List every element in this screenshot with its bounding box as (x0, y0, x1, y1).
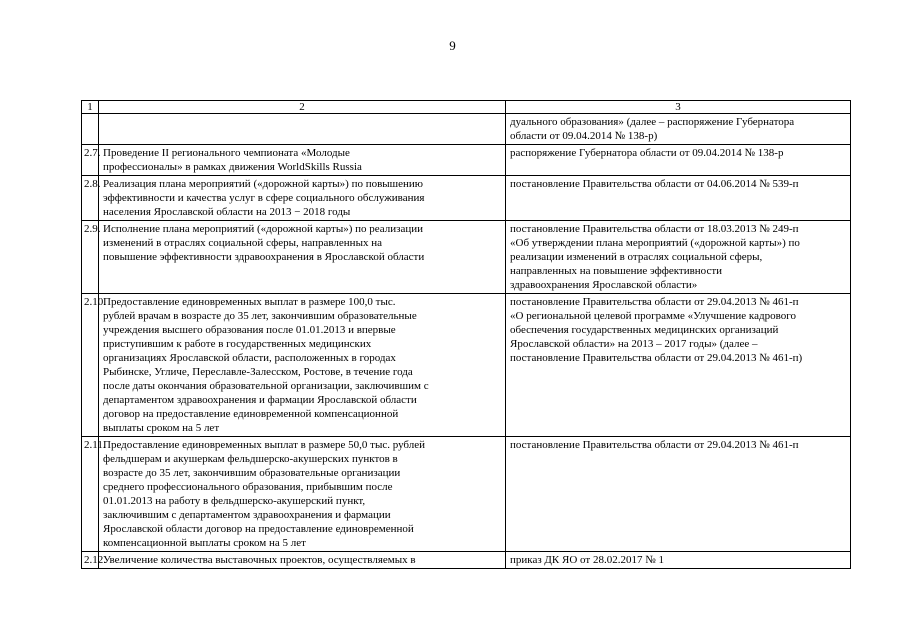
row-number: 2.11. (82, 437, 99, 552)
description-line: после даты окончания образовательной организации, заключившим с (103, 380, 429, 392)
basis-line: постановление Правительства области от 29.04.2013 № 461-п (510, 439, 799, 451)
description-line: населения Ярославской области на 2013 − 2018 годы (103, 206, 351, 218)
description-line: возрасте до 35 лет, закончившим образовательные организации (103, 467, 401, 479)
description-line: профессионалы» в рамках движения WorldSkills Russia (103, 161, 362, 173)
measure-description (99, 176, 506, 221)
legal-basis (506, 145, 851, 176)
basis-line: «О региональной целевой программе «Улучшение кадрового (510, 310, 796, 322)
description-line: Увеличение количества выставочных проектов, осуществляемых в (103, 554, 416, 566)
legal-basis (506, 176, 851, 221)
basis-line: постановление Правительства области от 18.03.2013 № 249-п (510, 223, 799, 235)
legal-basis (506, 221, 851, 294)
description-line: Предоставление единовременных выплат в размере 50,0 тыс. рублей (103, 439, 426, 451)
description-line: организациях Ярославской области, расположенных в городах (103, 352, 396, 364)
page-number: 9 (449, 38, 456, 53)
row-number: 2.9. (82, 221, 99, 294)
table-row (82, 294, 851, 437)
measure-description (99, 221, 506, 294)
basis-line: распоряжение Губернатора области от 09.04.2014 № 138-р (510, 147, 784, 159)
basis-line: постановление Правительства области от 29.04.2013 № 461-п (510, 296, 799, 308)
description-line: Ярославской области договор на предоставление единовременной (103, 523, 414, 535)
description-line: среднего профессионального образования, прибывшим после (103, 481, 393, 493)
description-line: 01.01.2013 на работу в фельдшерско-акушерский пункт, (103, 495, 366, 507)
description-line: приступившим к работе в государственных медицинских (103, 338, 372, 350)
basis-line: постановление Правительства области от 04.06.2014 № 539-п (510, 178, 799, 190)
legal-basis (506, 114, 851, 145)
row-number: 2.7. (82, 145, 99, 176)
row-number: 2.10. (82, 294, 99, 437)
table-row (82, 114, 851, 145)
description-line: фельдшерам и акушеркам фельдшерско-акушерских пунктов в (103, 453, 398, 465)
description-line: изменений в отраслях социальной сферы, направленных на (103, 237, 382, 249)
measures-table (81, 100, 851, 569)
legal-basis (506, 437, 851, 552)
description-line: Проведение II регионального чемпионата «Молодые (103, 147, 350, 159)
header-cell: 3 (506, 101, 851, 114)
table-row (82, 552, 851, 569)
basis-line: обеспечения государственных медицинских организаций (510, 324, 779, 336)
description-line: договор на предоставление единовременной компенсационной (103, 408, 399, 420)
table-row (82, 176, 851, 221)
basis-line: «Об утверждении плана мероприятий («дорожной карты») по (510, 237, 800, 249)
description-line: выплаты сроком на 5 лет (103, 422, 220, 434)
row-number: 2.8. (82, 176, 99, 221)
description-line: департаментом здравоохранения и фармации Ярославской области (103, 394, 417, 406)
row-number: 2.12. (82, 552, 99, 569)
basis-line: дуального образования» (далее – распоряжение Губернатора (510, 116, 795, 128)
description-line: учреждения высшего образования после 01.01.2013 и впервые (103, 324, 396, 336)
measure-description (99, 145, 506, 176)
description-line: заключившим с департаментом здравоохранения и фармации (103, 509, 391, 521)
table-header-row (82, 101, 851, 114)
description-line: эффективности и качества услуг в сфере социального обслуживания (103, 192, 425, 204)
table-row (82, 145, 851, 176)
basis-line: области от 09.04.2014 № 138-р) (510, 130, 658, 142)
description-line: Рыбинске, Угличе, Переславле-Залесском, Ростове, в течение года (103, 366, 413, 378)
description-line: Исполнение плана мероприятий («дорожной карты») по реализации (103, 223, 424, 235)
basis-line: приказ ДК ЯО от 28.02.2017 № 1 (510, 554, 664, 566)
header-cell: 1 (82, 101, 99, 114)
description-line: Реализация плана мероприятий («дорожной карты») по повышению (103, 178, 424, 190)
legal-basis (506, 294, 851, 437)
legal-basis (506, 552, 851, 569)
description-line: повышение эффективности здравоохранения в Ярославской области (103, 251, 425, 263)
basis-line: реализации изменений в отраслях социальной сферы, (510, 251, 763, 263)
description-line: рублей врачам в возрасте до 35 лет, закончившим образовательные (103, 310, 417, 322)
basis-line: здравоохранения Ярославской области» (510, 279, 698, 291)
header-cell: 2 (99, 101, 506, 114)
basis-line: направленных на повышение эффективности (510, 265, 723, 277)
measure-description (99, 437, 506, 552)
row-number (82, 114, 99, 145)
basis-line: Ярославской области» на 2013 – 2017 годы» (далее – (510, 338, 758, 350)
basis-line: постановление Правительства области от 29.04.2013 № 461-п) (510, 352, 803, 364)
table-row (82, 221, 851, 294)
measure-description (99, 552, 506, 569)
description-line: компенсационной выплаты сроком на 5 лет (103, 537, 306, 549)
measure-description (99, 294, 506, 437)
description-line: Предоставление единовременных выплат в размере 100,0 тыс. (103, 296, 396, 308)
measure-description (99, 114, 506, 145)
table-row (82, 437, 851, 552)
